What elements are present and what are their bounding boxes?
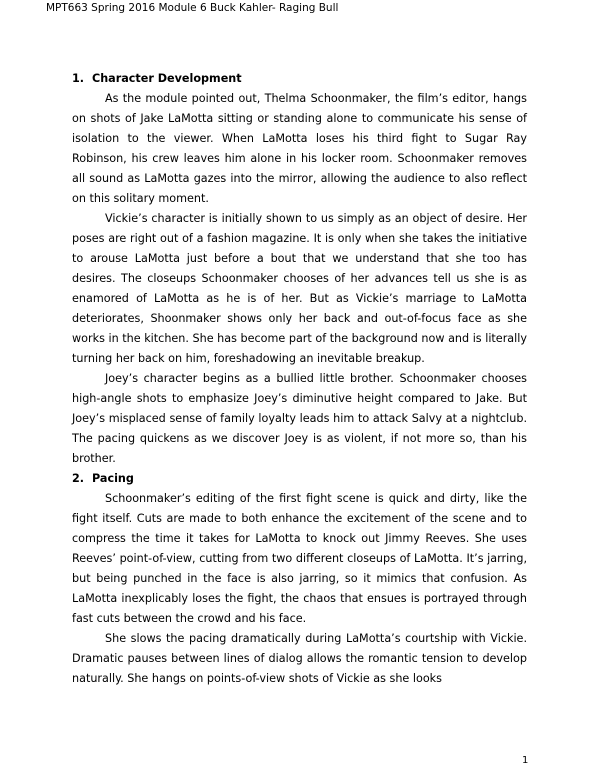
- paragraph: Schoonmaker’s editing of the first fight scene is quick and dirty, like the fight itself. Cuts are made to both enhance the excitement of the scene and to compress the time it takes for LaMotta to knock out Jimmy Reeves. She uses Reeves’ point-of-view, cutting from two different closeups of LaMotta. It’s jarring, but being punched in the face is also jarring, so it mimics that confusion. As LaMotta inexplicably loses the fight, the chaos that ensues is portrayed through fast cuts between the crowd and his face.: [72, 492, 527, 625]
- running-header: MPT663 Spring 2016 Module 6 Buck Kahler- Raging Bull: [46, 2, 339, 14]
- paragraph: Joey’s character begins as a bullied little brother. Schoonmaker chooses high-angle shots to emphasize Joey’s diminutive height compared to Jake. But Joey’s misplaced sense of family loyalty leads him to attack Salvy at a nightclub. The pacing quickens as we discover Joey is as violent, if not more so, than his brother.: [72, 372, 527, 465]
- paragraph: As the module pointed out, Thelma Schoonmaker, the film’s editor, hangs on shots of Jake LaMotta sitting or standing alone to communicate his sense of isolation to the viewer. When LaMotta loses his third fight to Sugar Ray Robinson, his crew leaves him alone in his locker room. Schoonmaker removes all sound as LaMotta gazes into the mirror, allowing the audience to also reflect on this solitary moment.: [72, 92, 527, 205]
- document-body: [72, 69, 527, 689]
- section-heading-pacing: [72, 469, 527, 489]
- section-number: 2.: [72, 472, 85, 485]
- page-number: 1: [522, 755, 529, 766]
- section-heading-character-development: [72, 69, 527, 89]
- section-number: 1.: [72, 72, 85, 85]
- section-title: Pacing: [92, 472, 134, 485]
- section-title: Character Development: [92, 72, 242, 85]
- paragraph: She slows the pacing dramatically during LaMotta’s courtship with Vickie. Dramatic pauses between lines of dialog allows the romantic tension to develop naturally. She hangs on points-of-view shots of Vickie as she looks: [72, 632, 527, 685]
- paragraph: Vickie’s character is initially shown to us simply as an object of desire. Her poses are right out of a fashion magazine. It is only when she takes the initiative to arouse LaMotta just before a bout that we understand that she too has desires. The closeups Schoonmaker chooses of her advances tell us she is as enamored of LaMotta as he is of her. But as Vickie’s marriage to LaMotta deteriorates, Shoonmaker shows only her back and out-of-focus face as she works in the kitchen. She has become part of the background now and is literally turning her back on him, foreshadowing an inevitable breakup.: [72, 212, 527, 365]
